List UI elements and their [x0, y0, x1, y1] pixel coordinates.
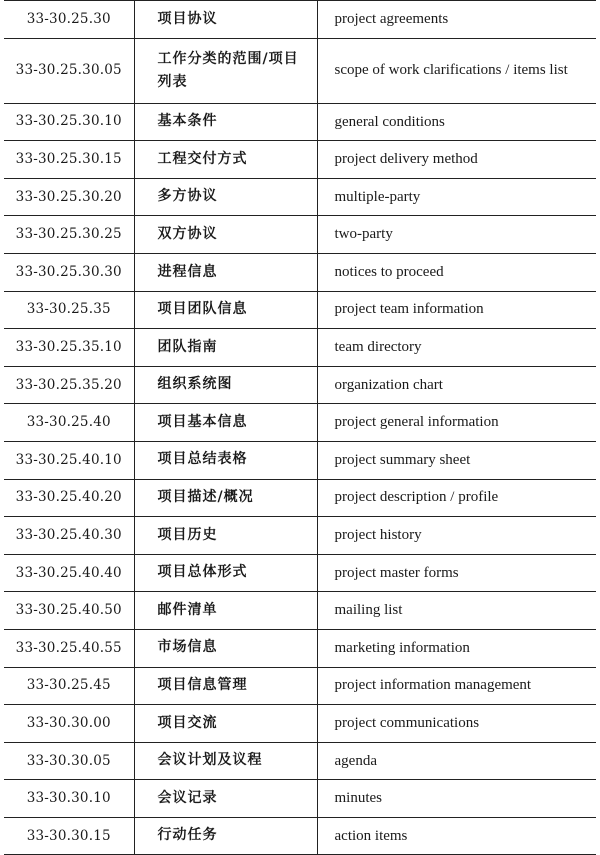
table-row	[4, 667, 596, 705]
table-row	[4, 592, 596, 630]
row-code: 33-30.25.40	[4, 404, 134, 442]
table-row	[4, 817, 596, 855]
row-chinese-term: 团队指南	[134, 329, 317, 367]
row-english-term: project master forms	[317, 554, 596, 592]
table-row	[4, 554, 596, 592]
row-english-term: project agreements	[317, 1, 596, 39]
row-english-term: two-party	[317, 216, 596, 254]
table-row	[4, 517, 596, 555]
row-chinese-term: 会议记录	[134, 780, 317, 818]
row-chinese-term: 会议计划及议程	[134, 742, 317, 780]
row-english-term: multiple-party	[317, 178, 596, 216]
row-code: 33-30.25.30.15	[4, 141, 134, 179]
row-code: 33-30.25.40.40	[4, 554, 134, 592]
row-chinese-term: 项目基本信息	[134, 404, 317, 442]
row-english-term: project history	[317, 517, 596, 555]
row-code: 33-30.25.35.20	[4, 366, 134, 404]
row-chinese-term: 市场信息	[134, 629, 317, 667]
table-row	[4, 103, 596, 141]
row-code: 33-30.25.30.30	[4, 253, 134, 291]
row-english-term: project communications	[317, 705, 596, 743]
row-chinese-term: 项目团队信息	[134, 291, 317, 329]
table-row	[4, 629, 596, 667]
row-english-term: organization chart	[317, 366, 596, 404]
row-code: 33-30.30.15	[4, 817, 134, 855]
table-row	[4, 178, 596, 216]
row-chinese-term: 项目描述/概况	[134, 479, 317, 517]
row-english-term: agenda	[317, 742, 596, 780]
table-row	[4, 1, 596, 39]
table-row	[4, 366, 596, 404]
row-english-term: action items	[317, 817, 596, 855]
row-code: 33-30.25.35.10	[4, 329, 134, 367]
row-code: 33-30.25.40.50	[4, 592, 134, 630]
document-page	[4, 0, 596, 855]
row-code: 33-30.30.10	[4, 780, 134, 818]
table-row	[4, 742, 596, 780]
row-chinese-term: 项目协议	[134, 1, 317, 39]
row-english-term: general conditions	[317, 103, 596, 141]
row-code: 33-30.30.05	[4, 742, 134, 780]
classification-table	[4, 0, 596, 855]
row-english-term: notices to proceed	[317, 253, 596, 291]
table-row	[4, 705, 596, 743]
row-chinese-term: 工作分类的范围/项目列表	[134, 38, 317, 103]
row-code: 33-30.25.35	[4, 291, 134, 329]
row-chinese-term: 基本条件	[134, 103, 317, 141]
row-code: 33-30.25.30.20	[4, 178, 134, 216]
table-row	[4, 329, 596, 367]
row-chinese-term: 进程信息	[134, 253, 317, 291]
table-row	[4, 441, 596, 479]
row-chinese-term: 组织系统图	[134, 366, 317, 404]
row-code: 33-30.25.40.55	[4, 629, 134, 667]
table-row	[4, 404, 596, 442]
table-row	[4, 479, 596, 517]
row-code: 33-30.25.30.05	[4, 38, 134, 103]
row-english-term: scope of work clarifications / items list	[317, 38, 596, 103]
table-row	[4, 780, 596, 818]
row-code: 33-30.25.30.25	[4, 216, 134, 254]
row-english-term: project team information	[317, 291, 596, 329]
row-code: 33-30.25.40.30	[4, 517, 134, 555]
row-chinese-term: 项目总体形式	[134, 554, 317, 592]
row-english-term: project description / profile	[317, 479, 596, 517]
row-english-term: marketing information	[317, 629, 596, 667]
row-chinese-term: 双方协议	[134, 216, 317, 254]
row-chinese-term: 项目历史	[134, 517, 317, 555]
row-code: 33-30.25.30.10	[4, 103, 134, 141]
row-english-term: project information management	[317, 667, 596, 705]
row-english-term: team directory	[317, 329, 596, 367]
table-row	[4, 141, 596, 179]
row-chinese-term: 项目交流	[134, 705, 317, 743]
row-english-term: project summary sheet	[317, 441, 596, 479]
table-row	[4, 216, 596, 254]
row-chinese-term: 工程交付方式	[134, 141, 317, 179]
row-english-term: project general information	[317, 404, 596, 442]
row-code: 33-30.25.45	[4, 667, 134, 705]
table-row	[4, 253, 596, 291]
row-chinese-term: 行动任务	[134, 817, 317, 855]
table-row	[4, 38, 596, 103]
row-english-term: mailing list	[317, 592, 596, 630]
classification-table-body	[4, 1, 596, 855]
row-code: 33-30.25.40.20	[4, 479, 134, 517]
row-english-term: project delivery method	[317, 141, 596, 179]
row-english-term: minutes	[317, 780, 596, 818]
row-chinese-term: 项目信息管理	[134, 667, 317, 705]
row-chinese-term: 多方协议	[134, 178, 317, 216]
row-chinese-term: 项目总结表格	[134, 441, 317, 479]
row-code: 33-30.30.00	[4, 705, 134, 743]
table-row	[4, 291, 596, 329]
row-code: 33-30.25.30	[4, 1, 134, 39]
row-chinese-term: 邮件清单	[134, 592, 317, 630]
row-code: 33-30.25.40.10	[4, 441, 134, 479]
